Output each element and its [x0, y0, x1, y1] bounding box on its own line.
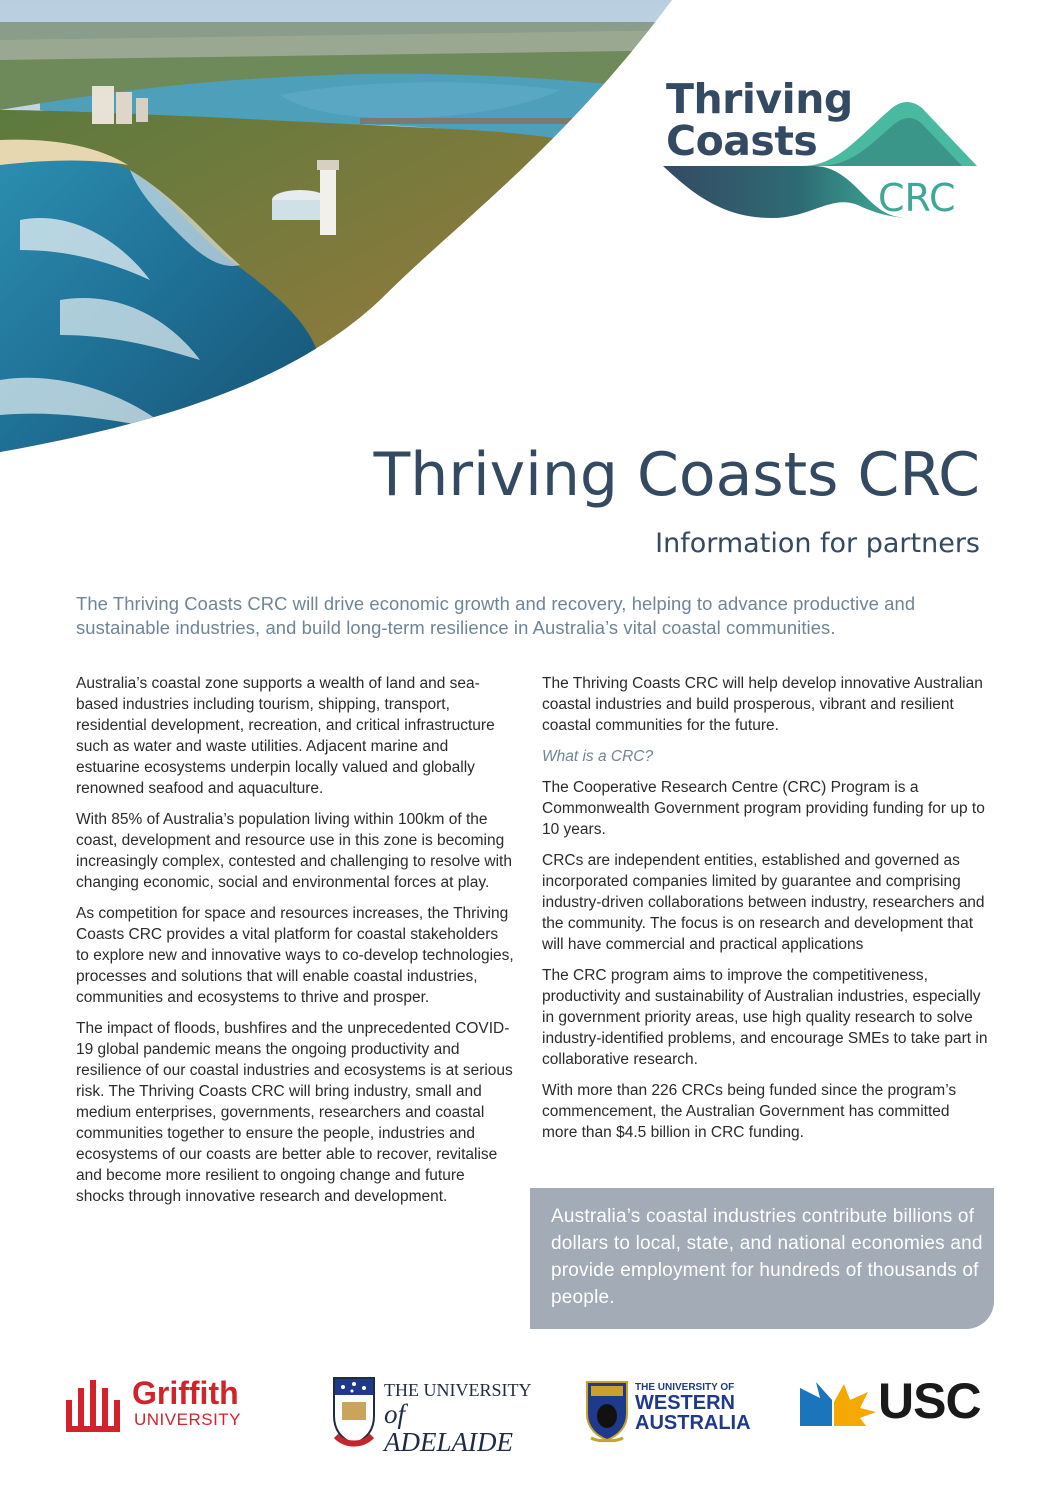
right-lead-paragraph: The Thriving Coasts CRC will help develop innovative Australian coastal industries and build prosperous, vibrant and resilient coastal communities for the future. [542, 675, 983, 734]
griffith-university-logo [64, 1376, 274, 1436]
callout-box: Australia’s coastal industries contribute billions of dollars to local, state, and national economies and provide employment for hundreds of thousands of people. [530, 1188, 994, 1329]
right-column [542, 673, 988, 1153]
griffith-name: Griffith [132, 1375, 239, 1411]
right-paragraph: CRCs are independent entities, established and governed as incorporated companies limited by guarantee and comprising industry-driven collaborations between industry, researchers and the community. The focus is on research and development that will have commercial and practical applications [542, 852, 985, 953]
page-title: Thriving Coasts CRC [373, 440, 980, 510]
left-paragraph: With 85% of Australia’s population living within 100km of the coast, development and resource use in this zone is becoming increasingly complex, contested and challenging to resolve with changing economic, social and environmental forces at play. [76, 811, 512, 891]
university-of-western-australia-logo [585, 1378, 755, 1448]
left-paragraph: Australia’s coastal zone supports a wealth of land and sea-based industries including tourism, shipping, transport, residential development, recreation, and critical infrastructure such as water and waste utilities. Adjacent marine and estuarine ecosystems underpin locally valued and globally renowned seafood and aquaculture. [76, 675, 495, 797]
uwa-line1: THE UNIVERSITY OF [635, 1382, 735, 1393]
right-paragraph: The CRC program aims to improve the competitiveness, productivity and sustainability of Australian industries, especially in government priority areas, use high quality research to solve industry-identified problems, and encourage SMEs to take part in collaborative research. [542, 967, 988, 1068]
usc-sunburst-icon [798, 1380, 878, 1428]
adelaide-line1: THE UNIVERSITY [384, 1380, 532, 1400]
usc-name: USC [878, 1373, 981, 1429]
right-paragraph: The Cooperative Research Centre (CRC) Program is a Commonwealth Government program providing funding for up to 10 years. [542, 779, 985, 838]
what-is-crc-heading: What is a CRC? [542, 748, 654, 765]
hero-coastal-photo [0, 0, 1058, 460]
logo-line-crc: CRC [878, 176, 956, 220]
page-subtitle: Information for partners [655, 528, 980, 559]
uwa-line3: AUSTRALIA [635, 1412, 751, 1434]
uwa-crest-icon [585, 1380, 629, 1442]
adelaide-crest-icon [330, 1376, 378, 1448]
uwa-line2: WESTERN [635, 1392, 735, 1414]
usc-logo [798, 1373, 998, 1432]
logo-line-coasts: Coasts [666, 117, 818, 165]
griffith-emblem-icon [64, 1378, 128, 1434]
university-of-adelaide-logo [330, 1376, 540, 1457]
right-paragraph: With more than 226 CRCs being funded since the program’s commencement, the Australian Government has committed more than $4.5 billion in CRC funding. [542, 1082, 957, 1141]
left-column [76, 673, 514, 1217]
left-paragraph: As competition for space and resources increases, the Thriving Coasts CRC provides a vital platform for coastal stakeholders to explore new and innovative ways to co-develop technologies, processes and solutions that will enable coastal industries, communities and ecosystems to thrive and prosper. [76, 905, 514, 1006]
adelaide-line2: of ADELAIDE [384, 1399, 513, 1457]
griffith-sub: UNIVERSITY [134, 1410, 242, 1429]
logo-line-thriving: Thriving [666, 75, 853, 123]
thriving-coasts-logo [662, 75, 992, 228]
intro-paragraph: The Thriving Coasts CRC will drive economic growth and recovery, helping to advance productive and sustainable industries, and build long-term resilience in Australia’s vital coastal communities. [76, 593, 916, 638]
left-paragraph: The impact of floods, bushfires and the unprecedented COVID-19 global pandemic means the ongoing productivity and resilience of our coastal industries and ecosystems is at serious risk. The Thriving Coasts CRC will bring industry, small and medium enterprises, governments, researchers and coastal communities together to ensure the people, industries and ecosystems of our coasts are better able to recover, revitalise and become more resilient to ongoing change and future shocks through innovative research and development. [76, 1020, 513, 1205]
